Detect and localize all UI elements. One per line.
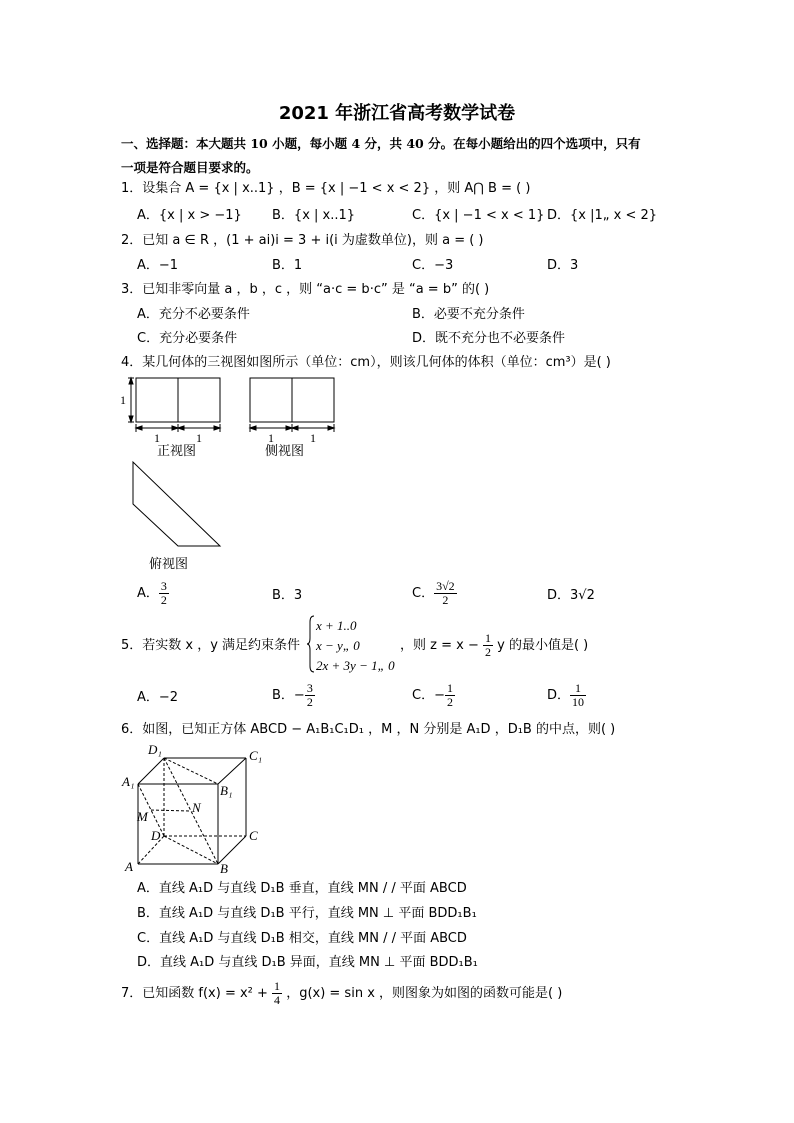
q5-option-c: C．− $\frac{1}{2}$	[412, 681, 453, 709]
q4-option-c: C． $\frac{3√2}{2}$	[412, 579, 455, 607]
q1-option-d: D．{x |1„ x < 2}	[547, 208, 658, 223]
q5-option-a: A．−2	[137, 690, 179, 705]
vertex-label: D₁	[148, 742, 162, 757]
q3-option-c: C．充分必要条件	[137, 331, 238, 346]
dim-label: 1	[120, 393, 126, 407]
section-heading-line1: 一、选择题：本大题共 10 小题，每小题 4 分，共 40 分。在每小题给出的四个选项中，只有	[121, 136, 641, 151]
q4-option-b: B．3	[272, 588, 303, 603]
q6-stem: 6．如图，已知正方体 ABCD − A₁B₁C₁D₁ ，M ，N 分别是 A₁D ，D₁B 的中点，则( )	[121, 722, 616, 737]
q5-constraint-2: x − y„ 0	[316, 638, 360, 653]
q3-option-b: B．必要不充分条件	[412, 307, 525, 322]
dim-label: 1	[268, 431, 274, 445]
q2-option-b: B．1	[272, 258, 303, 273]
q4-option-d: D．3√2	[547, 588, 595, 603]
q3-stem: 3．已知非零向量 a ，b ，c ，则 “a·c = b·c” 是 “a = b” 的( )	[121, 282, 490, 297]
q2-stem: 2．已知 a ∈ R ，(1 + ai)i = 3 + i(i 为虚数单位)，则 a = ( )	[121, 233, 484, 248]
q5-stem-b: ，则 z = x − $\frac{1}{2}$ y 的最小值是( )	[400, 631, 589, 659]
q1-option-b: B．{x | x..1}	[272, 208, 356, 223]
q5-option-d: D． $\frac{1}{10}$	[547, 681, 585, 709]
page-title: 2021 年浙江省高考数学试卷	[278, 103, 516, 124]
vertex-label: C₁	[249, 748, 263, 763]
vertex-label: D	[151, 828, 161, 843]
q6-option-d: D．直线 A₁D 与直线 D₁B 异面，直线 MN ⊥ 平面 BDD₁B₁	[137, 955, 478, 970]
q2-option-d: D．3	[547, 258, 579, 273]
dim-label: 1	[310, 431, 316, 445]
dim-label: 1	[154, 431, 160, 445]
q4-option-a: A． $\frac{3}{2}$	[137, 579, 167, 607]
q7-stem: 7．已知函数 f(x) = x² + $\frac{1}{4}$ ，g(x) = sin x ，则图象为如图的函数可能是( )	[121, 979, 563, 1007]
q5-constraint-3: 2x + 3y − 1„ 0	[316, 658, 395, 673]
vertex-label: C	[249, 828, 258, 843]
q2-option-c: C．−3	[412, 258, 454, 273]
q6-option-a: A．直线 A₁D 与直线 D₁B 垂直，直线 MN / / 平面 ABCD	[137, 881, 467, 896]
vertex-label: B₁	[220, 783, 233, 798]
q1-option-a: A．{x | x > −1}	[137, 208, 242, 223]
vertex-label: A₁	[122, 774, 135, 789]
q1-option-c: C．{x | −1 < x < 1}	[412, 208, 545, 223]
q2-option-a: A．−1	[137, 258, 179, 273]
vertex-label: B	[220, 861, 228, 876]
cube-figure	[118, 740, 278, 880]
vertex-label: M	[137, 809, 148, 824]
three-view-figure	[118, 372, 348, 572]
q3-option-a: A．充分不必要条件	[137, 307, 250, 322]
vertex-label: A	[125, 859, 133, 874]
q5-stem-a: 5．若实数 x ，y 满足约束条件	[121, 638, 301, 653]
top-view-label: 俯视图	[149, 557, 189, 572]
q5-constraint-1: x + 1..0	[316, 618, 357, 633]
q6-option-c: C．直线 A₁D 与直线 D₁B 相交，直线 MN / / 平面 ABCD	[137, 931, 467, 946]
q4-stem: 4．某几何体的三视图如图所示（单位：cm），则该几何体的体积（单位：cm³）是( )	[121, 355, 611, 370]
q5-option-b: B．− $\frac{3}{2}$	[272, 681, 313, 709]
front-view-label: 正视图	[157, 444, 197, 459]
side-view-label: 侧视图	[265, 444, 305, 459]
q6-option-b: B．直线 A₁D 与直线 D₁B 平行，直线 MN ⊥ 平面 BDD₁B₁	[137, 906, 477, 921]
top-view-shape	[133, 462, 220, 546]
constraint-brace	[306, 614, 316, 674]
q1-stem: 1．设集合 A = {x | x..1} ，B = {x | −1 < x < 2} ，则 A⋂ B = ( )	[121, 181, 531, 196]
dim-label: 1	[196, 431, 202, 445]
vertex-label: N	[192, 800, 201, 815]
section-heading-line2: 一项是符合题目要求的。	[121, 160, 259, 175]
q3-option-d: D．既不充分也不必要条件	[412, 331, 566, 346]
